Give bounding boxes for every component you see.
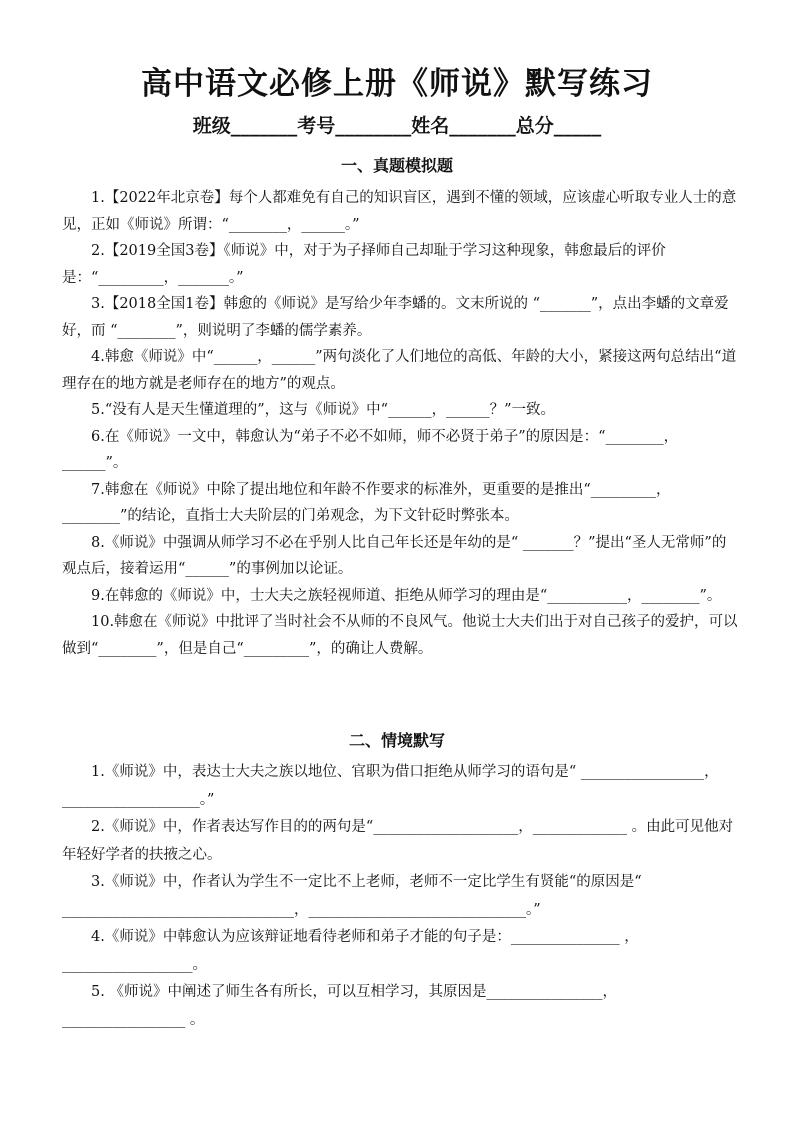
section2-list [62,759,738,1034]
question-item: 5. 《师说》中阐述了师生各有所长，可以互相学习，其原因是________________，_________________ 。 [62,984,617,1028]
question-item: 3.《师说》中，作者认为学生不一定比不上老师，老师不一定比学生有贤能“的原因是“ ________________________________，______________________________。” [62,874,642,918]
section1-heading: 一、真题模拟题 [340,156,453,175]
student-info-line: 班级_______考号________姓名_______总分_____ [192,115,602,137]
question-item: 1.【2022年北京卷】每个人都难免有自己的知识盲区，遇到不懂的领域，应该虚心听取专业人士的意见，正如《师说》所谓：“________，______。” [62,190,737,233]
section1-list [62,185,738,662]
page-title: 高中语文必修上册《师说》默写练习 [141,66,653,102]
question-item: 6.在《师说》一文中，韩愈认为“弟子不必不如师，师不必贤于弟子”的原因是：“________， ______”。 [62,428,679,471]
question-item: 7.韩愈在《师说》中除了提出地位和年龄不作要求的标准外，更重要的是推出“_________，________”的结论，直指士大夫阶层的门弟观念，为下文针砭时弊张本。 [62,481,671,524]
question-item: 2.【2019全国3卷】《师说》中，对于为子择师自己却耻于学习这种现象，韩愈最后的评价是：“_________，_______。” [62,243,666,286]
question-item: 5.“没有人是天生懂道理的”，这与《师说》中“______，______？”一致。 [91,402,555,418]
section2-heading: 二、情境默写 [348,731,445,750]
question-item: 9.在韩愈的《师说》中，士大夫之族轻视师道、拒绝从师学习的理由是“___________，________”。 [91,587,722,604]
question-item: 1.《师说》中，表达士大夫之族以地位、官职为借口拒绝从师学习的语句是“ _________________，___________________。” [62,764,719,808]
question-item: 10.韩愈在《师说》中批评了当时社会不从师的不良风气。他说士大夫们出于对自己孩子的爱护，可以做到“________”，但是自己“_________”，的确让人费解。 [62,614,738,657]
question-item: 8.《师说》中强调从师学习不必在乎别人比自己年长还是年幼的是“ _______？”提出“圣人无常师”的观点后，接着运用“______”的事例加以论证。 [62,534,727,577]
question-item: 2.《师说》中，作者表达写作目的的两句是“____________________，_____________ 。由此可见他对年轻好学者的扶掖之心。 [62,819,734,863]
question-item: 4.《师说》中韩愈认为应该辩证地看待老师和弟子才能的句子是：_______________ ，__________________。 [62,929,639,973]
question-item: 3.【2018全国1卷】韩愈的《师说》是写给少年李蟠的。文末所说的 “_______”，点出李蟠的文章爱好，而 “________”，则说明了李蟠的儒学素养。 [62,296,729,339]
question-item: 4.韩愈《师说》中“______，______”两句淡化了人们地位的高低、年龄的大小，紧接这两句总结出“道理存在的地方就是老师存在的地方”的观点。 [62,349,737,392]
